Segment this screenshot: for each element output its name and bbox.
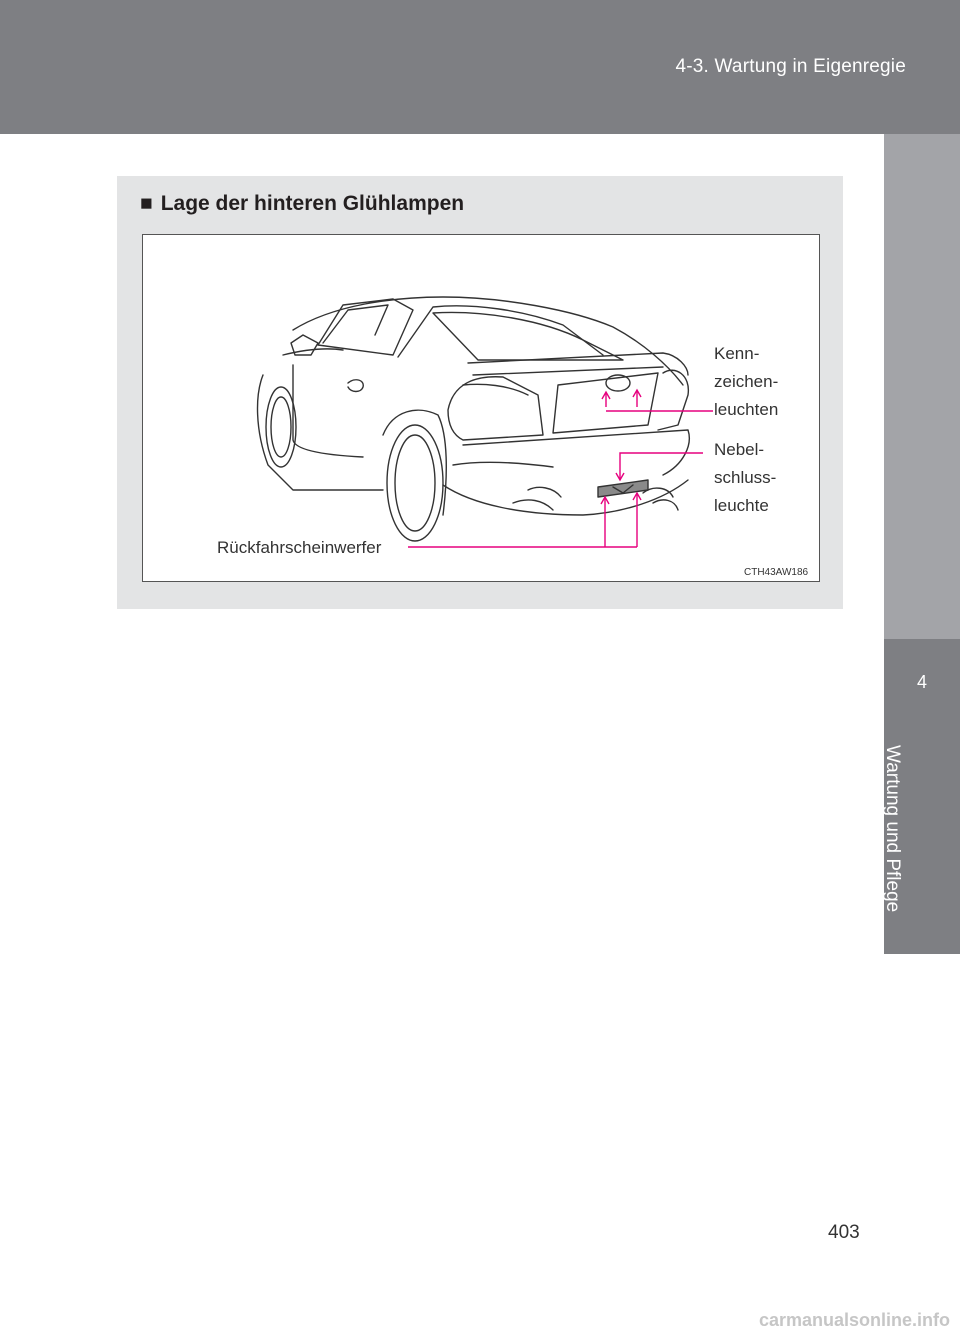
square-bullet-icon: ■	[140, 192, 153, 215]
label-fog-lamp-line3: leuchte	[714, 496, 769, 515]
chapter-title: Wartung und Pflege	[882, 745, 903, 913]
label-license-lamps-line2: zeichen-	[714, 372, 779, 391]
chapter-number: 4	[916, 672, 927, 692]
page-number: 403	[828, 1222, 860, 1243]
watermark: carmanualsonline.info	[758, 1310, 950, 1330]
label-fog-lamp-line1: Nebel-	[714, 440, 765, 459]
label-license-lamps-line1: Kenn-	[714, 344, 760, 363]
section-header-title: 4-3. Wartung in Eigenregie	[675, 56, 906, 77]
side-tab	[884, 134, 960, 639]
section-title: Lage der hinteren Glühlampen	[160, 192, 465, 215]
label-reverse-lamps: Rückfahrscheinwerfer	[217, 538, 382, 557]
figure-code: CTH43AW186	[744, 567, 809, 578]
label-fog-lamp-line2: schluss-	[714, 468, 777, 487]
section-heading	[140, 192, 464, 216]
label-license-lamps-line3: leuchten	[714, 400, 779, 419]
